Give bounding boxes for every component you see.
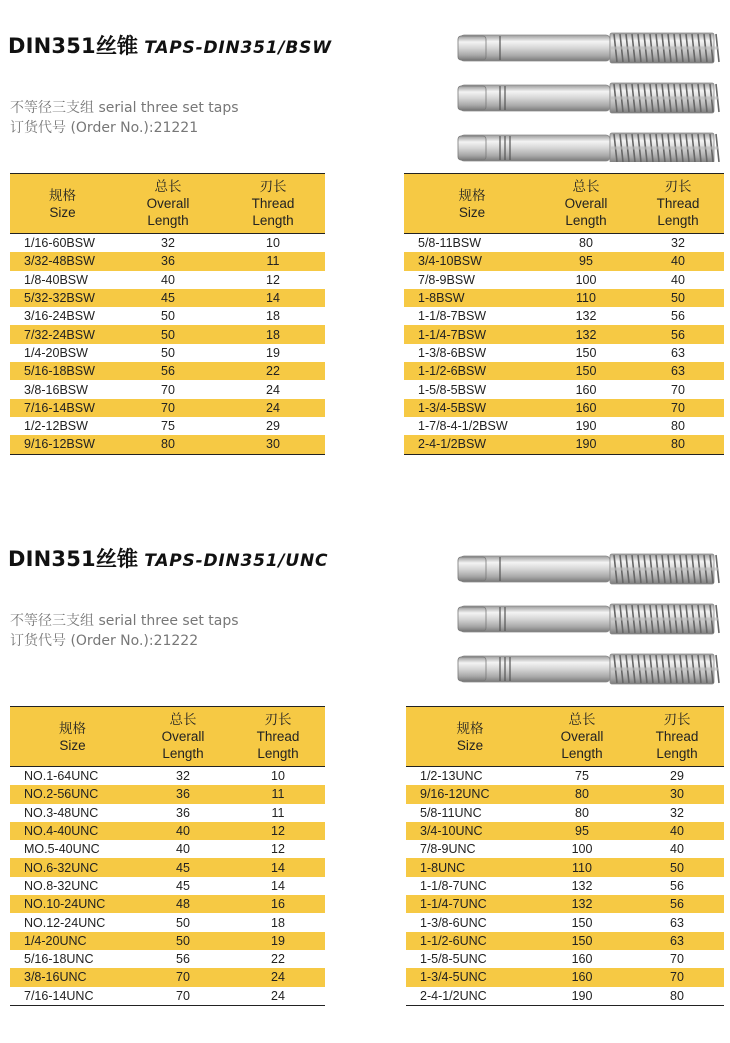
cell-size: 3/8-16BSW xyxy=(24,382,88,397)
tap-tool-icon xyxy=(452,543,724,695)
cell-overall: 45 xyxy=(176,878,190,893)
cell-thread: 30 xyxy=(630,785,724,803)
cell-thread: 70 xyxy=(670,952,684,967)
header-overall-line: 总长 xyxy=(568,712,596,727)
table-row xyxy=(10,858,325,876)
header-overall-line: Overall xyxy=(564,196,608,211)
header-thread-line: 刃长 xyxy=(264,712,292,727)
cell-thread: 24 xyxy=(266,382,280,397)
cell-thread: 18 xyxy=(221,325,325,343)
cell-overall: 150 xyxy=(571,915,593,930)
cell-thread: 56 xyxy=(671,309,685,324)
spec-table-right xyxy=(404,173,724,455)
cell-overall: 36 xyxy=(176,805,190,820)
cell-overall: 100 xyxy=(571,842,593,857)
cell-overall: 80 xyxy=(534,785,630,803)
cell-size: 7/32-24BSW xyxy=(10,325,115,343)
cell-thread: 30 xyxy=(221,435,325,454)
header-size-line: 规格 xyxy=(49,187,76,203)
cell-overall: 40 xyxy=(161,272,175,287)
header-thread-line: Length xyxy=(257,746,299,761)
cell-thread: 40 xyxy=(630,822,724,840)
header-thread-line: Thread xyxy=(656,196,700,211)
cell-thread: 40 xyxy=(632,252,724,270)
cell-overall: 160 xyxy=(534,968,630,986)
table-row xyxy=(406,858,724,876)
table-row xyxy=(404,380,724,398)
table-row xyxy=(406,987,724,1006)
header-overall-line: Overall xyxy=(146,196,190,211)
table-row xyxy=(10,271,325,289)
desc-series: 不等径三支组 serial three set taps xyxy=(10,100,239,116)
cell-size: 1/2-12BSW xyxy=(24,419,88,434)
cell-size: 1-1/2-6BSW xyxy=(404,362,540,380)
table-row xyxy=(10,417,325,435)
cell-size: NO.4-40UNC xyxy=(10,822,135,840)
cell-size: 1/8-40BSW xyxy=(24,272,88,287)
header-overall-line: Overall xyxy=(161,729,205,744)
cell-thread: 19 xyxy=(231,932,325,950)
cell-size: 1-5/8-5UNC xyxy=(420,952,487,967)
header-overall xyxy=(534,707,630,767)
cell-thread: 50 xyxy=(632,289,724,307)
cell-thread: 10 xyxy=(266,236,280,251)
table-row xyxy=(10,785,325,803)
cell-size: NO.10-24UNC xyxy=(10,895,135,913)
header-overall xyxy=(135,707,231,767)
cell-overall: 150 xyxy=(534,932,630,950)
cell-overall: 45 xyxy=(115,289,221,307)
cell-overall: 50 xyxy=(115,325,221,343)
header-size-line: Size xyxy=(59,737,86,753)
tap-tool-icon xyxy=(452,30,724,162)
header-thread-line: 刃长 xyxy=(259,179,287,194)
cell-overall: 190 xyxy=(571,988,593,1003)
header-thread xyxy=(231,707,325,767)
header-thread-line: 刃长 xyxy=(663,712,691,727)
table-row xyxy=(404,325,724,343)
cell-thread: 63 xyxy=(630,932,724,950)
cell-size: 1-8UNC xyxy=(406,858,534,876)
table-row xyxy=(10,767,325,786)
header-size xyxy=(10,707,135,767)
table-row xyxy=(406,785,724,803)
header-overall xyxy=(115,174,221,234)
section-title xyxy=(8,30,332,60)
header-size-line: 规格 xyxy=(458,187,486,203)
cell-thread: 11 xyxy=(221,252,325,270)
cell-overall: 70 xyxy=(115,399,221,417)
cell-size: 1-1/8-7UNC xyxy=(420,878,487,893)
cell-overall: 132 xyxy=(540,325,632,343)
cell-size: 5/16-18BSW xyxy=(10,362,115,380)
cell-overall: 80 xyxy=(579,236,593,251)
header-thread xyxy=(632,174,724,234)
cell-thread: 40 xyxy=(670,842,684,857)
cell-size: 3/8-16UNC xyxy=(10,968,135,986)
cell-size: 1-7/8-4-1/2BSW xyxy=(418,419,508,434)
cell-thread: 11 xyxy=(231,785,325,803)
cell-thread: 18 xyxy=(271,915,285,930)
cell-thread: 14 xyxy=(221,289,325,307)
cell-thread: 19 xyxy=(266,345,280,360)
cell-size: 1-3/4-5BSW xyxy=(404,399,540,417)
table-row xyxy=(10,307,325,325)
header-thread-line: Thread xyxy=(251,196,295,211)
spec-table-left xyxy=(10,706,325,1006)
table-header xyxy=(406,707,724,767)
table-row xyxy=(406,822,724,840)
table-row xyxy=(406,950,724,968)
section-description xyxy=(10,98,239,138)
table-row xyxy=(406,767,724,786)
table-row xyxy=(406,913,724,931)
desc-series: 不等径三支组 serial three set taps xyxy=(10,613,239,629)
table-row xyxy=(10,399,325,417)
table-header xyxy=(404,174,724,234)
cell-overall: 132 xyxy=(571,878,593,893)
cell-thread: 12 xyxy=(231,822,325,840)
table-row xyxy=(10,325,325,343)
cell-overall: 36 xyxy=(115,252,221,270)
cell-thread: 14 xyxy=(271,878,285,893)
title-sub: TAPS-DIN351/BSW xyxy=(144,38,332,58)
header-thread-line: 刃长 xyxy=(664,179,692,194)
cell-overall: 160 xyxy=(575,382,597,397)
cell-size: 1-1/4-7UNC xyxy=(406,895,534,913)
cell-size: 5/32-32BSW xyxy=(10,289,115,307)
cell-overall: 56 xyxy=(176,952,190,967)
table-row xyxy=(406,932,724,950)
title-sub: TAPS-DIN351/UNC xyxy=(144,551,329,571)
cell-overall: 32 xyxy=(161,236,175,251)
cell-thread: 24 xyxy=(221,399,325,417)
table-row xyxy=(10,252,325,270)
desc-order-no: 订货代号 (Order No.):21221 xyxy=(10,120,199,136)
table-row xyxy=(10,877,325,895)
cell-size: 7/8-9UNC xyxy=(420,842,476,857)
cell-size: 7/8-9BSW xyxy=(418,272,475,287)
cell-overall: 48 xyxy=(135,895,231,913)
cell-size: 3/4-10BSW xyxy=(404,252,540,270)
header-thread-line: Length xyxy=(656,746,698,761)
cell-overall: 190 xyxy=(540,435,632,454)
cell-thread: 70 xyxy=(630,968,724,986)
cell-overall: 75 xyxy=(575,769,589,784)
section-title xyxy=(8,543,328,573)
cell-overall: 132 xyxy=(575,309,597,324)
header-size-line: 规格 xyxy=(456,720,484,736)
cell-size: 1-3/4-5UNC xyxy=(406,968,534,986)
cell-size: 3/32-48BSW xyxy=(10,252,115,270)
header-size xyxy=(406,707,534,767)
header-overall-line: Length xyxy=(162,746,204,761)
cell-overall: 32 xyxy=(176,769,190,784)
header-size xyxy=(404,174,540,234)
cell-thread: 70 xyxy=(671,382,685,397)
table-row xyxy=(404,271,724,289)
cell-thread: 12 xyxy=(266,272,280,287)
header-size-line: 规格 xyxy=(59,720,86,736)
table-row xyxy=(10,913,325,931)
table-row xyxy=(406,877,724,895)
header-thread-line: Thread xyxy=(256,729,300,744)
cell-thread: 29 xyxy=(266,419,280,434)
cell-size: 1-1/8-7BSW xyxy=(418,309,487,324)
header-thread-line: Thread xyxy=(655,729,699,744)
spec-table-left xyxy=(10,173,325,455)
table-row xyxy=(10,234,325,253)
table-row xyxy=(406,968,724,986)
table-row xyxy=(10,289,325,307)
cell-overall: 95 xyxy=(540,252,632,270)
cell-overall: 95 xyxy=(534,822,630,840)
cell-overall: 70 xyxy=(135,968,231,986)
cell-size: 1-3/8-6UNC xyxy=(420,915,487,930)
header-overall-line: 总长 xyxy=(572,179,600,194)
cell-thread: 24 xyxy=(271,988,285,1003)
cell-overall: 80 xyxy=(575,805,589,820)
table-row xyxy=(10,435,325,454)
cell-overall: 45 xyxy=(135,858,231,876)
header-thread xyxy=(221,174,325,234)
cell-thread: 56 xyxy=(670,878,684,893)
desc-order-no: 订货代号 (Order No.):21222 xyxy=(10,633,199,649)
header-overall-line: 总长 xyxy=(169,712,197,727)
cell-overall: 100 xyxy=(575,272,597,287)
table-row xyxy=(404,234,724,253)
table-row xyxy=(10,950,325,968)
table-row xyxy=(10,804,325,822)
cell-overall: 160 xyxy=(540,399,632,417)
cell-size: 1/4-20UNC xyxy=(10,932,135,950)
header-overall-line: Length xyxy=(147,213,189,228)
cell-size: 2-4-1/2BSW xyxy=(404,435,540,454)
header-overall xyxy=(540,174,632,234)
cell-thread: 40 xyxy=(671,272,685,287)
cell-overall: 50 xyxy=(161,345,175,360)
cell-thread: 32 xyxy=(671,236,685,251)
header-overall-line: Length xyxy=(565,213,607,228)
cell-size: NO.6-32UNC xyxy=(10,858,135,876)
cell-overall: 190 xyxy=(575,419,597,434)
cell-thread: 63 xyxy=(670,915,684,930)
cell-thread: 29 xyxy=(670,769,684,784)
header-overall-line: Length xyxy=(561,746,603,761)
cell-overall: 150 xyxy=(540,362,632,380)
cell-overall: 40 xyxy=(176,842,190,857)
cell-size: 7/16-14UNC xyxy=(24,988,94,1003)
table-row xyxy=(404,252,724,270)
header-size-line: Size xyxy=(456,737,484,753)
cell-thread: 50 xyxy=(630,858,724,876)
table-row xyxy=(404,399,724,417)
cell-thread: 56 xyxy=(630,895,724,913)
cell-size: 7/16-14BSW xyxy=(10,399,115,417)
cell-size: MO.5-40UNC xyxy=(24,842,100,857)
cell-overall: 110 xyxy=(534,858,630,876)
cell-thread: 10 xyxy=(271,769,285,784)
cell-thread: 80 xyxy=(632,435,724,454)
cell-overall: 110 xyxy=(540,289,632,307)
cell-thread: 63 xyxy=(671,345,685,360)
cell-thread: 63 xyxy=(632,362,724,380)
header-thread-line: Length xyxy=(657,213,699,228)
cell-size: 1-1/4-7BSW xyxy=(404,325,540,343)
cell-thread: 18 xyxy=(266,309,280,324)
cell-size: 1-1/2-6UNC xyxy=(406,932,534,950)
table-row xyxy=(404,435,724,454)
table-row xyxy=(406,840,724,858)
cell-overall: 70 xyxy=(176,988,190,1003)
cell-thread: 80 xyxy=(670,988,684,1003)
cell-thread: 70 xyxy=(632,399,724,417)
cell-size: 2-4-1/2UNC xyxy=(420,988,487,1003)
section-description xyxy=(10,611,239,651)
cell-overall: 50 xyxy=(161,309,175,324)
bsw-section xyxy=(0,0,730,470)
cell-size: 1/4-20BSW xyxy=(24,345,88,360)
title-main: DIN351丝锥 xyxy=(8,547,139,571)
cell-thread: 16 xyxy=(231,895,325,913)
cell-overall: 50 xyxy=(135,932,231,950)
cell-thread: 56 xyxy=(632,325,724,343)
cell-overall: 150 xyxy=(575,345,597,360)
table-row xyxy=(10,344,325,362)
cell-size: 5/8-11UNC xyxy=(420,805,482,820)
table-row xyxy=(406,895,724,913)
cell-thread: 80 xyxy=(671,419,685,434)
cell-overall: 56 xyxy=(115,362,221,380)
table-row xyxy=(404,289,724,307)
table-header xyxy=(10,707,325,767)
cell-overall: 80 xyxy=(115,435,221,454)
header-size-line: Size xyxy=(458,204,486,220)
cell-size: NO.3-48UNC xyxy=(24,805,99,820)
cell-thread: 22 xyxy=(271,952,285,967)
cell-overall: 50 xyxy=(176,915,190,930)
cell-size: 3/16-24BSW xyxy=(24,309,95,324)
table-row xyxy=(10,968,325,986)
header-size-line: Size xyxy=(49,204,76,220)
cell-overall: 70 xyxy=(161,382,175,397)
cell-size: 1/16-60BSW xyxy=(24,236,95,251)
table-row xyxy=(10,895,325,913)
table-row xyxy=(404,307,724,325)
header-overall-line: 总长 xyxy=(154,179,182,194)
cell-overall: 132 xyxy=(534,895,630,913)
table-row xyxy=(404,417,724,435)
cell-size: NO.2-56UNC xyxy=(10,785,135,803)
cell-thread: 12 xyxy=(271,842,285,857)
cell-thread: 32 xyxy=(670,805,684,820)
cell-size: NO.12-24UNC xyxy=(24,915,106,930)
cell-size: 1-3/8-6BSW xyxy=(418,345,487,360)
cell-size: 3/4-10UNC xyxy=(406,822,534,840)
cell-size: 5/8-11BSW xyxy=(418,236,481,251)
cell-thread: 24 xyxy=(231,968,325,986)
cell-overall: 75 xyxy=(161,419,175,434)
cell-size: 9/16-12UNC xyxy=(406,785,534,803)
cell-size: 1/2-13UNC xyxy=(420,769,483,784)
table-row xyxy=(10,987,325,1006)
header-size xyxy=(10,174,115,234)
cell-size: 1-8BSW xyxy=(404,289,540,307)
table-row xyxy=(404,362,724,380)
cell-overall: 40 xyxy=(135,822,231,840)
spec-table-right xyxy=(406,706,724,1006)
header-thread-line: Length xyxy=(252,213,294,228)
cell-thread: 14 xyxy=(231,858,325,876)
header-thread xyxy=(630,707,724,767)
cell-thread: 11 xyxy=(271,805,285,820)
cell-size: NO.8-32UNC xyxy=(24,878,99,893)
table-row xyxy=(10,822,325,840)
table-row xyxy=(406,804,724,822)
cell-thread: 22 xyxy=(221,362,325,380)
title-main: DIN351丝锥 xyxy=(8,34,139,58)
table-row xyxy=(10,840,325,858)
cell-size: 1-5/8-5BSW xyxy=(418,382,487,397)
header-overall-line: Overall xyxy=(560,729,604,744)
table-row xyxy=(10,380,325,398)
cell-size: 9/16-12BSW xyxy=(10,435,115,454)
cell-overall: 36 xyxy=(135,785,231,803)
cell-overall: 160 xyxy=(571,952,593,967)
table-header xyxy=(10,174,325,234)
table-row xyxy=(404,344,724,362)
table-row xyxy=(10,362,325,380)
table-row xyxy=(10,932,325,950)
cell-size: NO.1-64UNC xyxy=(24,769,99,784)
cell-size: 5/16-18UNC xyxy=(24,952,94,967)
